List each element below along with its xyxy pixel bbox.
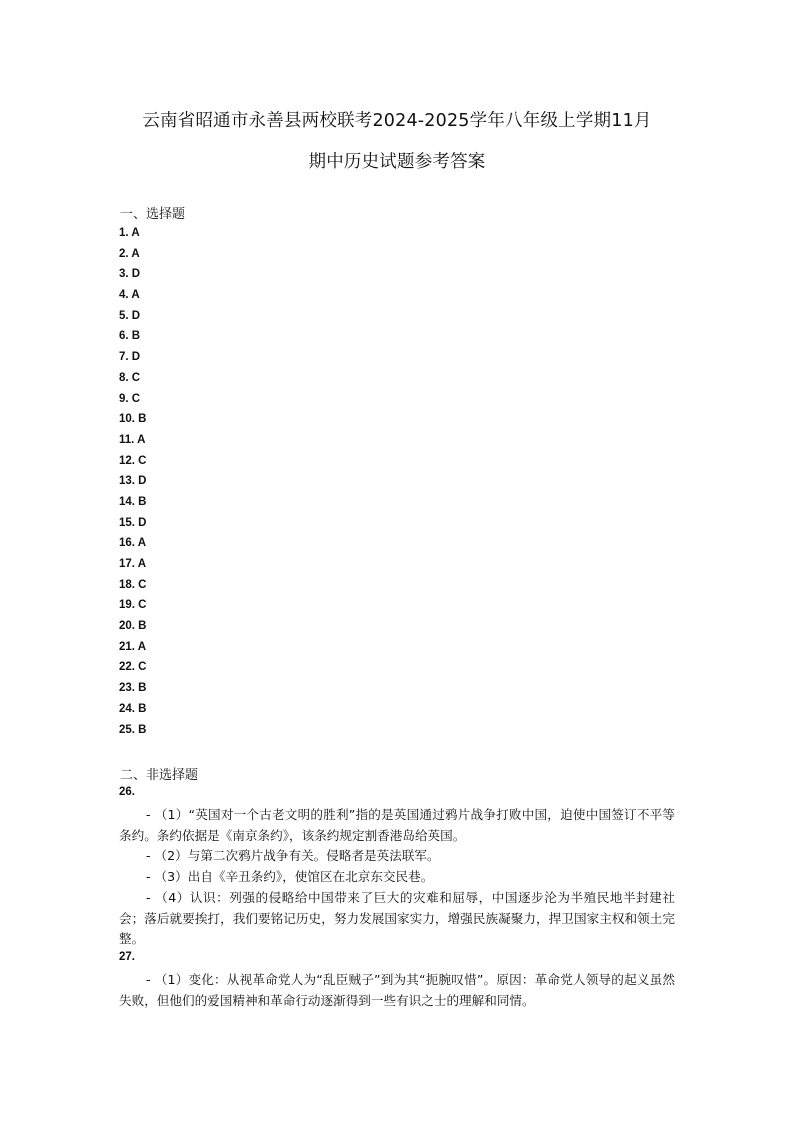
answer-item: 20. B [119, 620, 147, 633]
answer-item: 11. A [119, 433, 146, 446]
answer-list [119, 223, 147, 740]
answer-item: 5. D [119, 309, 141, 322]
answer-26-part-4: - （4）认识：列强的侵略给中国带来了巨大的灾难和屈辱，中国逐步沦为半殖民地半封建社会；落后就要挨打，我们要铭记历史，努力发展国家实力，增强民族凝聚力，捍卫国家主权和领土完整。 [119, 890, 675, 947]
answer-item: 22. C [119, 661, 147, 674]
answer-item: 19. C [119, 599, 147, 612]
answer-26-part-2: - （2）与第二次鸦片战争有关。侵略者是英法联军。 [146, 848, 440, 863]
section-heading-non-choice: 二、非选择题 [120, 768, 199, 783]
answer-item: 23. B [119, 682, 147, 695]
answer-item: 7. D [119, 351, 141, 364]
answer-item: 17. A [119, 558, 147, 570]
answer-item: 6. B [119, 330, 141, 343]
answer-26-part-1: - （1）“英国对一个古老文明的胜利”指的是英国通过鸦片战争打败中国，迫使中国签订不平等条约。条约依据是《南京条约》，该条约规定割香港岛给英国。 [119, 807, 675, 843]
answer-item: 1. A [119, 227, 140, 239]
answer-item: 14. B [119, 495, 147, 508]
section-heading-multiple-choice: 一、选择题 [120, 207, 186, 222]
answer-item: 21. A [119, 640, 147, 653]
answer-item: 9. C [119, 392, 141, 405]
answer-item: 10. B [119, 413, 147, 426]
answer-item: 16. A [119, 537, 147, 550]
answer-item: 12. C [119, 454, 147, 467]
answer-item: 25. B [119, 723, 147, 736]
answer-item: 13. D [119, 475, 147, 488]
answer-26-part-3: - （3）出自《辛丑条约》，使馆区在北京东交民巷。 [146, 869, 434, 884]
question-number-27: 27. [119, 951, 135, 963]
question-number-26: 26. [119, 786, 135, 798]
answer-item: 15. D [119, 516, 147, 529]
answer-item: 2. A [119, 247, 140, 260]
answer-item: 24. B [119, 702, 147, 715]
answer-item: 3. D [119, 268, 141, 281]
answer-item: 4. A [119, 289, 140, 302]
document-title-line-2: 期中历史试题参考答案 [308, 152, 486, 172]
answer-item: 18. C [119, 578, 147, 591]
answer-27-part-1: - （1）变化：从视革命党人为“乱臣贼子”到为其“扼腕叹惜”。原因：革命党人领导的起义虽然失败，但他们的爱国精神和革命行动逐渐得到一些有识之士的理解和同情。 [119, 972, 675, 1008]
answer-item: 8. C [119, 371, 141, 384]
document-title-line-1: 云南省昭通市永善县两校联考2024-2025学年八年级上学期11月 [142, 111, 652, 131]
